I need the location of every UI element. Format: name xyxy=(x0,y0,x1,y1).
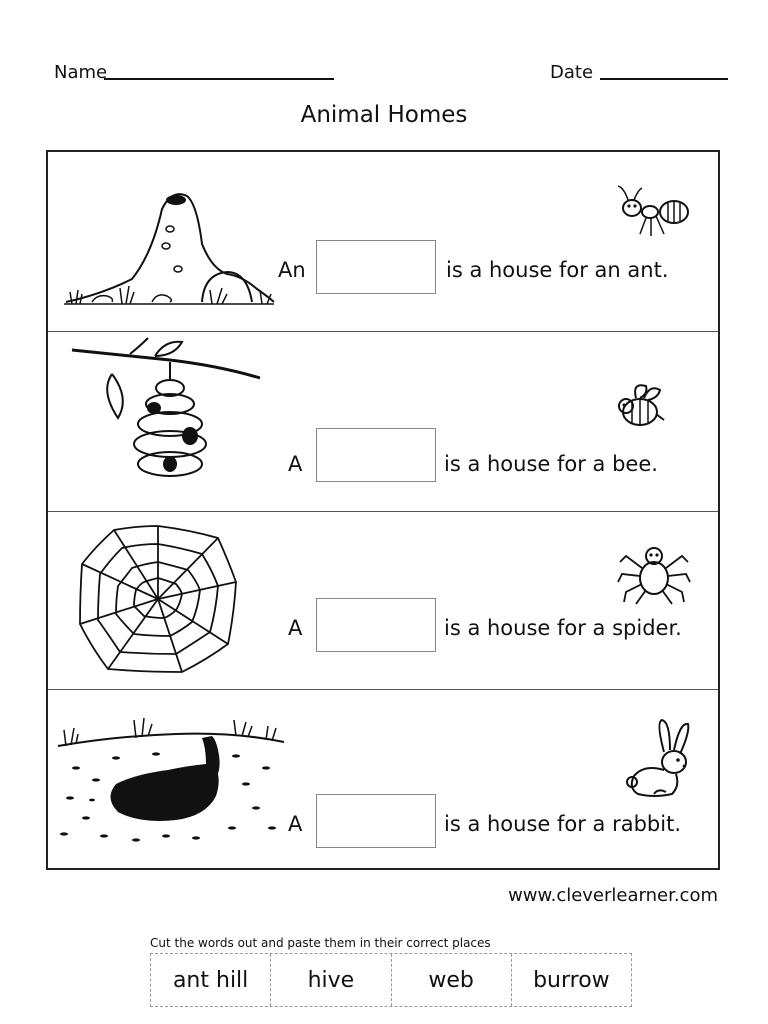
word-card[interactable]: ant hill xyxy=(151,954,271,1006)
beehive-illustration xyxy=(70,336,265,496)
worksheet-panel xyxy=(46,150,720,870)
article-label: A xyxy=(288,616,303,640)
row-rabbit xyxy=(48,690,718,868)
date-line[interactable] xyxy=(600,78,728,80)
word-cards xyxy=(150,953,632,1007)
sentence-rabbit: is a house for a rabbit. xyxy=(444,812,681,836)
row-ant xyxy=(48,152,718,332)
row-bee xyxy=(48,332,718,512)
page-title: Animal Homes xyxy=(300,102,468,128)
answer-box-rabbit[interactable] xyxy=(316,794,436,848)
article-label: An xyxy=(278,258,306,282)
anthill-illustration xyxy=(62,184,277,309)
answer-box-ant[interactable] xyxy=(316,240,436,294)
row-spider xyxy=(48,512,718,690)
name-line[interactable] xyxy=(104,78,334,80)
sentence-ant: is a house for an ant. xyxy=(446,258,669,282)
date-label: Date xyxy=(550,62,594,83)
word-card[interactable]: web xyxy=(392,954,512,1006)
cut-instructions: Cut the words out and paste them in their correct places xyxy=(150,936,491,950)
website-url: www.cleverlearner.com xyxy=(508,885,718,906)
rabbit-icon xyxy=(624,718,696,798)
name-label: Name xyxy=(54,62,108,83)
sentence-spider: is a house for a spider. xyxy=(444,616,682,640)
word-card[interactable]: burrow xyxy=(533,967,610,993)
ant-icon xyxy=(618,182,693,242)
answer-box-bee[interactable] xyxy=(316,428,436,482)
spiderweb-illustration xyxy=(78,524,238,674)
article-label: A xyxy=(288,452,303,476)
bee-icon xyxy=(610,378,670,438)
article-label: A xyxy=(288,812,303,836)
answer-box-spider[interactable] xyxy=(316,598,436,652)
sentence-bee: is a house for a bee. xyxy=(444,452,658,476)
spider-icon xyxy=(616,538,692,608)
word-card[interactable]: hive xyxy=(271,954,391,1006)
burrow-illustration xyxy=(56,708,286,848)
